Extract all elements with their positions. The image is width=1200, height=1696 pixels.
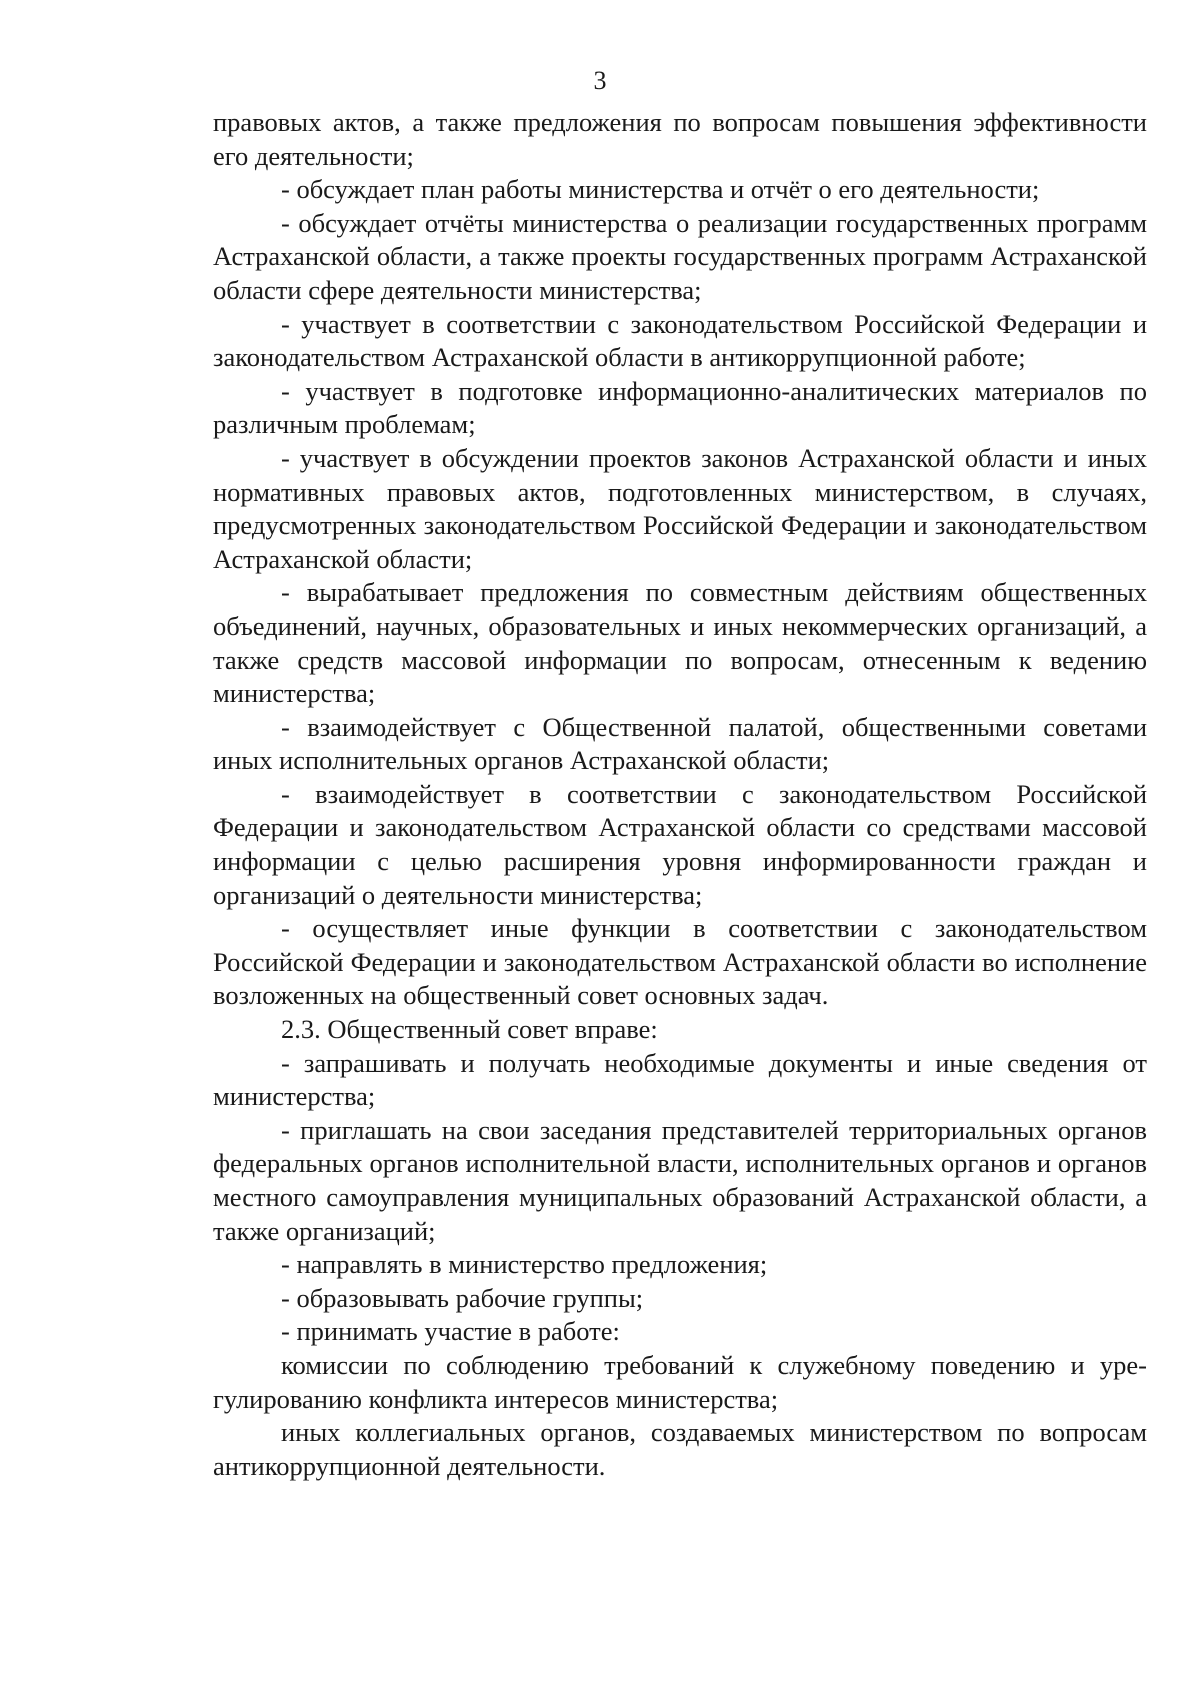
paragraph: - взаимодействует в соответствии с законодательством Российской Федерации и законодательством Астраханской области со средствами массовой информации с целью расширения уровня информированности граждан и организаций о деятельности министерства; (213, 778, 1147, 910)
paragraph: - приглашать на свои заседания представителей территориальных органов федеральных органов исполнительной власти, исполнительных органов и органов местного самоуправления муниципальных образований Астраханской области, а также организаций; (213, 1114, 1147, 1246)
paragraph: - принимать участие в работе: (281, 1316, 620, 1347)
paragraph: - участвует в обсуждении проектов законов Астраханской области и иных нормативных правовых актов, подготовленных министерством, в случаях, предусмотренных законодательством Российской Федерации и законодательством Астраханской области; (213, 442, 1147, 574)
paragraph: - осуществляет иные функции в соответствии с законодательством Российской Федерации и законодательством Астраханской области во исполнение возложенных на общественный совет основных задач. (213, 913, 1147, 1011)
paragraph: - участвует в подготовке информационно-аналитических материалов по различным проблемам; (213, 375, 1147, 440)
paragraph: - образовывать рабочие группы; (281, 1282, 644, 1313)
paragraph: - участвует в соответствии с законодательством Российской Федерации и законодательством Астраханской области в антикоррупционной работе; (213, 308, 1147, 373)
paragraph: - запрашивать и получать необходимые документы и иные сведения от министерства; (213, 1047, 1147, 1112)
paragraph: иных коллегиальных органов, создаваемых министерством по вопросам антикоррупционной деятельности. (213, 1417, 1147, 1481)
paragraph: правовых актов, а также предложения по вопросам повышения эффективности его деятельности; (213, 107, 1147, 171)
paragraph: комиссии по соблюдению требований к служебному поведению и урегулированию конфликта интересов министерства; (213, 1349, 1147, 1414)
paragraph: - обсуждает отчёты министерства о реализации государственных программ Астраханской области, а также проекты государственных программ Астраханской области сфере деятельности министерства; (213, 207, 1147, 305)
document-body (213, 106, 1147, 1483)
paragraph: - обсуждает план работы министерства и отчёт о его деятельности; (281, 174, 1040, 205)
page-number: 3 (593, 66, 607, 95)
paragraph: - вырабатывает предложения по совместным действиям общественных объединений, научных, образовательных и иных некоммерческих организаций, а также средств массовой информации по вопросам, отнесенным к ведению министерства; (213, 577, 1147, 709)
paragraph: - направлять в министерство предложения; (281, 1249, 768, 1280)
section-heading-2-3: 2.3. Общественный совет вправе: (281, 1014, 658, 1045)
paragraph: - взаимодействует с Общественной палатой, общественными советами иных исполнительных органов Астраханской области; (213, 711, 1147, 776)
